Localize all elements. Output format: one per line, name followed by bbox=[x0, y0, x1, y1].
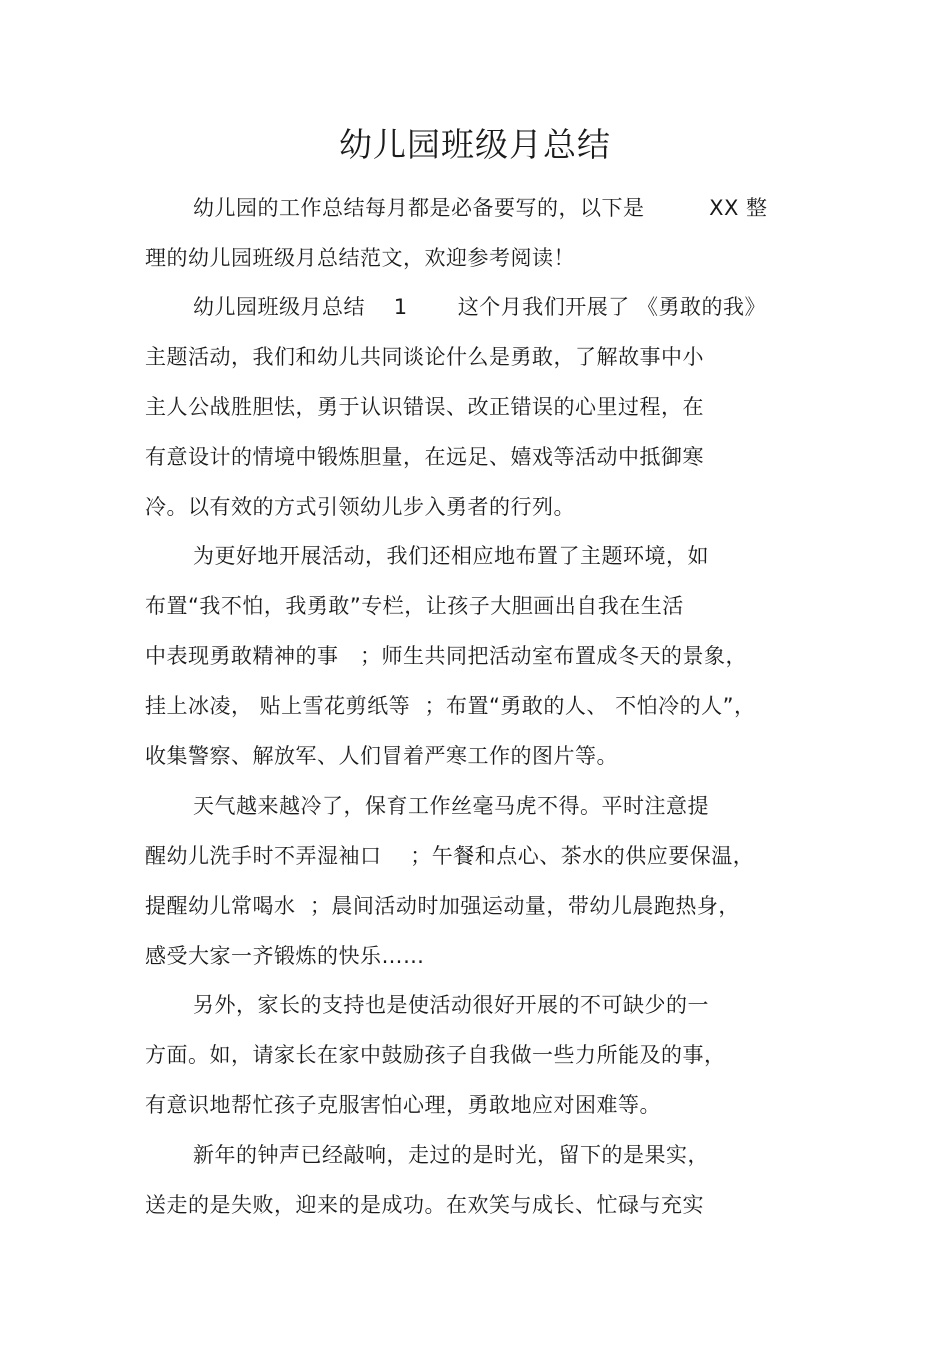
paragraph-line: 天气越来越冷了，保育工作丝毫马虎不得。平时注意提 bbox=[193, 794, 709, 818]
paragraph-line: 有意识地帮忙孩子克服害怕心理，勇敢地应对困难等。 bbox=[145, 1093, 661, 1117]
paragraph-line: 主人公战胜胆怯，勇于认识错误、改正错误的心里过程，在 bbox=[145, 395, 704, 419]
paragraph-line: 中表现勇敢精神的事 ；师生共同把活动室布置成冬天的景象， bbox=[145, 644, 748, 668]
paragraph-line: 送走的是失败，迎来的是成功。在欢笑与成长、忙碌与充实 bbox=[145, 1193, 704, 1217]
paragraph-line: 方面。如，请家长在家中鼓励孩子自我做一些力所能及的事， bbox=[145, 1043, 726, 1067]
paragraph-line: 挂上冰凌， 贴上雪花剪纸等 ；布置“勇敢的人、 不怕冷的人”， bbox=[145, 694, 756, 718]
paragraph-line: 提醒幼儿常喝水 ；晨间活动时加强运动量，带幼儿晨跑热身， bbox=[145, 894, 740, 918]
paragraph-line: 新年的钟声已经敲响，走过的是时光，留下的是果实， bbox=[193, 1143, 709, 1167]
paragraph-line: 主题活动，我们和幼儿共同谈论什么是勇敢，了解故事中小 bbox=[145, 345, 704, 369]
paragraph-line: 另外，家长的支持也是使活动很好开展的不可缺少的一 bbox=[193, 993, 709, 1017]
paragraph-line: 幼儿园班级月总结 1 这个月我们开展了 《勇敢的我》 bbox=[193, 295, 766, 319]
paragraph-line: 冷。以有效的方式引领幼儿步入勇者的行列。 bbox=[145, 495, 575, 519]
paragraph-line: 理的幼儿园班级月总结范文，欢迎参考阅读！ bbox=[145, 246, 575, 270]
paragraph-line: 感受大家一齐锻炼的快乐…… bbox=[145, 944, 425, 968]
paragraph-line: 醒幼儿洗手时不弄湿袖口 ；午餐和点心、茶水的供应要保温， bbox=[145, 844, 755, 868]
paragraph-line: 有意设计的情境中锻炼胆量，在远足、嬉戏等活动中抵御寒 bbox=[145, 445, 704, 469]
paragraph-line: 布置“我不怕，我勇敢”专栏，让孩子大胆画出自我在生活 bbox=[145, 594, 684, 618]
paragraph-line: 为更好地开展活动，我们还相应地布置了主题环境，如 bbox=[193, 544, 709, 568]
document-title: 幼儿园班级月总结 bbox=[339, 125, 611, 164]
paragraph-line: 幼儿园的工作总结每月都是必备要写的，以下是 XX 整 bbox=[193, 196, 768, 220]
paragraph-line: 收集警察、解放军、人们冒着严寒工作的图片等。 bbox=[145, 744, 618, 768]
